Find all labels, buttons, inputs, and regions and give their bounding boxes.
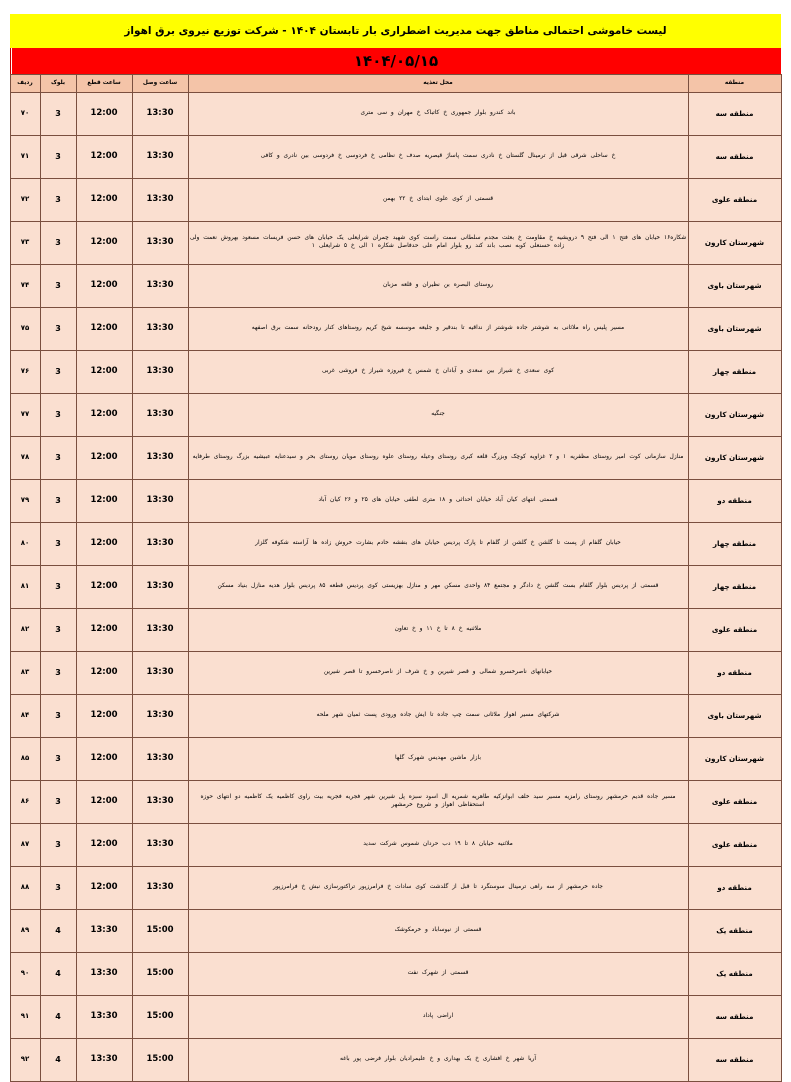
cell-region: منطقه علوی [688,179,781,222]
cell-time-on: 13:30 [132,867,188,910]
table-row [10,867,781,910]
cell-time-on: 15:00 [132,996,188,1039]
cell-place: شکاره۱۶ خیابان های فتح ۱ الی فتح ۹ درویشیه خ مقاومت خ بعثت مجدم سلطانی سمت راست کوی شهید چمران شرایعلی یک خیابان های حسن فریسات مسعود بهروش نعمت ولی زاده حسنعلی کوبه نصب باند کند رو بلوار امام علی حدفاصل شکاره ۱ الی خ ۵ شرایعلی ۱ [188,222,688,265]
cell-place: روستای البصره بن نظیران و قلعه مزبان [188,265,688,308]
cell-place: قسمتی از پردیس بلوار گلفام بست گلشن خ دادگر و مجتمع ۸۴ واحدی مسکن مهر و منازل بهزیستی کوی پردیس قطعه ۸۵ پردیس بلوار هدیه منازل بنیاد مسکن [188,566,688,609]
cell-time-on: 15:00 [132,910,188,953]
cell-region: منطقه چهار [688,351,781,394]
cell-block: 3 [40,265,76,308]
cell-block: 3 [40,394,76,437]
cell-time-on: 13:30 [132,566,188,609]
cell-time-on: 13:30 [132,136,188,179]
cell-block: 3 [40,136,76,179]
cell-index: ۹۲ [10,1039,40,1082]
cell-time-off: 12:00 [76,695,132,738]
table-row [10,179,781,222]
cell-region: منطقه سه [688,1039,781,1082]
column-header-time-on: ساعت وصل [132,75,188,93]
cell-time-off: 13:30 [76,910,132,953]
cell-time-off: 12:00 [76,480,132,523]
cell-block: 4 [40,996,76,1039]
cell-index: ۷۲ [10,179,40,222]
cell-time-off: 12:00 [76,867,132,910]
table-header [10,75,781,93]
cell-time-off: 12:00 [76,222,132,265]
table-row [10,1039,781,1082]
cell-index: ۷۶ [10,351,40,394]
column-header-region: منطقه [688,75,781,93]
cell-region: منطقه یک [688,953,781,996]
cell-place: شرکتهای مسیر اهواز ملاثانی سمت چپ جاده تا ایش جاده ورودی پست ثمیان شهر ملحه [188,695,688,738]
column-header-index: ردیف [10,75,40,93]
cell-region: شهرستان کارون [688,394,781,437]
date-banner-end-cap [11,48,47,74]
cell-place: قسمتی انتهای کیان آباد خیابان احداثی و ۱۸ متری لطفی خیابان های ۲۵ و ۲۶ کیان آباد [188,480,688,523]
cell-index: ۸۵ [10,738,40,781]
cell-index: ۸۲ [10,609,40,652]
cell-region: منطقه سه [688,136,781,179]
cell-time-on: 13:30 [132,308,188,351]
cell-time-on: 15:00 [132,1039,188,1082]
table-row [10,910,781,953]
cell-region: شهرستان باوی [688,695,781,738]
cell-place: قسمتی از نیوساباد و خرمکوشک [188,910,688,953]
cell-region: منطقه سه [688,996,781,1039]
cell-time-off: 12:00 [76,523,132,566]
cell-place: خ ساحلی شرقی قبل از ترمینال گلستان خ نادری سمت پاساژ قیصریه صدف خ نظامی خ فردوسی خ فردوسی بین نادری و کافی [188,136,688,179]
cell-region: شهرستان باوی [688,308,781,351]
cell-time-off: 12:00 [76,351,132,394]
cell-time-off: 13:30 [76,953,132,996]
cell-index: ۷۷ [10,394,40,437]
table-row [10,609,781,652]
table-row [10,222,781,265]
cell-block: 3 [40,437,76,480]
table-row [10,781,781,824]
cell-block: 3 [40,523,76,566]
cell-time-off: 13:30 [76,1039,132,1082]
cell-index: ۹۰ [10,953,40,996]
cell-index: ۷۴ [10,265,40,308]
cell-index: ۷۹ [10,480,40,523]
cell-index: ۷۸ [10,437,40,480]
cell-index: ۷۰ [10,93,40,136]
cell-index: ۷۳ [10,222,40,265]
cell-block: 3 [40,738,76,781]
table-row [10,351,781,394]
page-title: لیست خاموشی احتمالی مناطق جهت مدیریت اضطراری بار تابستان ۱۴۰۴ - شرکت توزیع نیروی برق اهواز [124,25,667,37]
table-row [10,824,781,867]
table-row [10,437,781,480]
cell-place: کوی سعدی خ شیراز بین سعدی و آبادان خ شمس خ فیروزه شیراز خ فروشی غربی [188,351,688,394]
cell-region: شهرستان کارون [688,738,781,781]
cell-region: منطقه یک [688,910,781,953]
cell-time-on: 13:30 [132,695,188,738]
cell-block: 3 [40,351,76,394]
column-header-time-off: ساعت قطع [76,75,132,93]
cell-region: منطقه سه [688,93,781,136]
cell-index: ۸۹ [10,910,40,953]
cell-place: ملاثنیه خیابان ۸ تا ۱۹ دب حردان شموس شرکت سدید [188,824,688,867]
cell-block: 4 [40,910,76,953]
cell-time-on: 13:30 [132,652,188,695]
report-title-banner [10,14,781,48]
cell-time-off: 12:00 [76,179,132,222]
cell-region: منطقه دو [688,867,781,910]
cell-time-on: 13:30 [132,824,188,867]
table-header-row [10,75,781,93]
cell-time-on: 13:30 [132,222,188,265]
cell-place: منازل سازمانی کوت امیر روستای مظفریه ۱ و ۲ غزاویه کوچک وبزرگ قلعه کبری روستای وعیله روستای علوه روستای مویان روستای بحر و سیدعنایه عبیشیه بزرگ روستای طرفایه [188,437,688,480]
cell-place: قسمتی از شهرک نفت [188,953,688,996]
cell-time-on: 13:30 [132,351,188,394]
cell-region: شهرستان کارون [688,437,781,480]
cell-place: مسیر پلیس راه ملاثانی به شوشتر جاده شوشتر از نداقیه تا بندقیر و جلیعه موسسه شیخ کریم روستاهای کنار رودخانه سمت برق اصفهه [188,308,688,351]
cell-index: ۷۱ [10,136,40,179]
report-date-banner [10,48,781,74]
cell-index: ۸۶ [10,781,40,824]
table-row [10,265,781,308]
cell-block: 3 [40,308,76,351]
cell-place: خیابان گلفام از پست تا گلشن خ گلشن از گلفام تا پارک پردیس خیابان های بنفشه خادم بشارت خروش زاده ها آراسته شکوفه گلزار [188,523,688,566]
cell-time-on: 13:30 [132,179,188,222]
table-row [10,996,781,1039]
cell-block: 3 [40,566,76,609]
cell-time-off: 12:00 [76,394,132,437]
cell-place: اراضی پاداد [188,996,688,1039]
cell-place: قسمتی از کوی علوی ابتدای خ ۲۲ بهمن [188,179,688,222]
cell-index: ۸۰ [10,523,40,566]
cell-block: 3 [40,222,76,265]
cell-time-off: 12:00 [76,781,132,824]
report-date: ۱۴۰۴/۰۵/۱۵ [353,52,439,70]
table-row [10,136,781,179]
cell-block: 3 [40,867,76,910]
cell-region: منطقه دو [688,652,781,695]
cell-index: ۸۳ [10,652,40,695]
table-row [10,652,781,695]
outage-table [10,74,782,1082]
cell-index: ۹۱ [10,996,40,1039]
cell-place: جاده خرمشهر از سه راهی ترمینال سوستگرد تا قبل از گلدشت کوی سادات خ فرامرزپور تراکتورسازی نبش خ فرامرزپور [188,867,688,910]
cell-place: جنگیه [188,394,688,437]
cell-place: باند کندرو بلوار جمهوری خ کاتباک خ مهران و سی متری [188,93,688,136]
cell-block: 3 [40,480,76,523]
cell-time-off: 12:00 [76,652,132,695]
table-body [10,93,781,1082]
cell-index: ۸۴ [10,695,40,738]
cell-time-off: 12:00 [76,136,132,179]
table-row [10,695,781,738]
cell-index: ۸۸ [10,867,40,910]
cell-index: ۷۵ [10,308,40,351]
cell-index: ۸۷ [10,824,40,867]
cell-time-off: 12:00 [76,824,132,867]
cell-time-on: 13:30 [132,93,188,136]
cell-time-on: 13:30 [132,738,188,781]
cell-time-off: 13:30 [76,996,132,1039]
cell-time-on: 13:30 [132,480,188,523]
cell-time-off: 12:00 [76,566,132,609]
cell-place: آریا شهر خ افشاری خ یک بهداری و خ علیمرادیان بلوار فرضی پور باغه [188,1039,688,1082]
cell-block: 3 [40,652,76,695]
table-row [10,953,781,996]
column-header-place: محل تغذیه [188,75,688,93]
cell-block: 3 [40,609,76,652]
cell-block: 3 [40,824,76,867]
cell-block: 3 [40,93,76,136]
cell-time-on: 13:30 [132,265,188,308]
cell-time-off: 12:00 [76,738,132,781]
cell-time-on: 13:30 [132,781,188,824]
cell-block: 4 [40,953,76,996]
cell-block: 4 [40,1039,76,1082]
cell-time-on: 13:30 [132,394,188,437]
table-row [10,523,781,566]
cell-place: بازار ماشین مهدیس شهرک گلها [188,738,688,781]
table-row [10,566,781,609]
cell-region: منطقه دو [688,480,781,523]
cell-time-off: 12:00 [76,265,132,308]
cell-place: ملاثنیه خ ۸ تا خ ۱۱ و خ تعاون [188,609,688,652]
cell-block: 3 [40,695,76,738]
cell-region: منطقه چهار [688,566,781,609]
column-header-block: بلوک [40,75,76,93]
table-row [10,394,781,437]
cell-time-off: 12:00 [76,308,132,351]
table-row [10,738,781,781]
cell-time-on: 13:30 [132,523,188,566]
cell-time-off: 12:00 [76,437,132,480]
cell-time-on: 15:00 [132,953,188,996]
table-row [10,93,781,136]
cell-place: مسیر جاده قدیم خرمشهر روستای رامزیه مسیر سید خلف ابوانزکیه طاهریه شمریه ال اسود سبزه پل شیرین شهر فجریه فجریه بیت راوی کاظمیه یک کاظمیه دو انتهای حوزه استحفاظی اهواز و شروع خرمشهر [188,781,688,824]
cell-region: منطقه علوی [688,609,781,652]
cell-time-on: 13:30 [132,609,188,652]
table-row [10,480,781,523]
cell-time-off: 12:00 [76,93,132,136]
cell-region: منطقه علوی [688,824,781,867]
cell-region: منطقه علوی [688,781,781,824]
table-row [10,308,781,351]
cell-index: ۸۱ [10,566,40,609]
cell-block: 3 [40,179,76,222]
cell-region: شهرستان کارون [688,222,781,265]
cell-block: 3 [40,781,76,824]
cell-region: منطقه چهار [688,523,781,566]
cell-region: شهرستان باوی [688,265,781,308]
cell-place: خیابانهای ناصرخسرو شمالی و قصر شیرین و خ شرف از ناصرخسرو تا قصر شیرین [188,652,688,695]
cell-time-on: 13:30 [132,437,188,480]
cell-time-off: 12:00 [76,609,132,652]
